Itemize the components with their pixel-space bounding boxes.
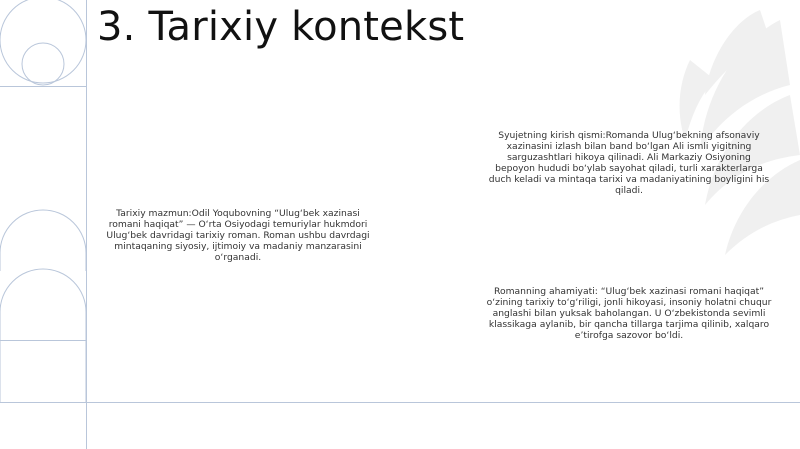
slide-title: 3. Tarixiy kontekst bbox=[97, 4, 465, 50]
plot-introduction-text: Syujetning kirish qismi:Romanda Ulug‘bekning afsonaviy xazinasini izlash bilan band bo‘lgan Ali ismli yigitning sarguzashtlari hikoya qilinadi. Ali Markaziy Osiyoning bepoyon hududi bo‘ylab sayohat qiladi, turli xarakterlarga duch keladi va mintaqa tarixi va madaniyatining boyligini his qiladi. bbox=[488, 130, 770, 196]
novel-significance-text: Romanning ahamiyati: “Ulug‘bek xazinasi romani haqiqat” o‘zining tarixiy to‘g‘riligi, jonli hikoyasi, insoniy holatni chuqur anglashi bilan yuksak baholangan. U O‘zbekistonda sevimli klassikaga aylanib, bir qancha tillarga tarjima qilinib, xalqaro e’tirofga sazovor bo‘ldi. bbox=[486, 286, 772, 341]
historical-content-text: Tarixiy mazmun:Odil Yoqubovning “Ulug‘bek xazinasi romani haqiqat” — O‘rta Osiyodagi temuriylar hukmdori Ulug‘bek davridagi tarixiy roman. Roman ushbu davrdagi mintaqaning siyosiy, ijtimoiy va madaniy manzarasini o‘rganadi. bbox=[106, 208, 370, 263]
